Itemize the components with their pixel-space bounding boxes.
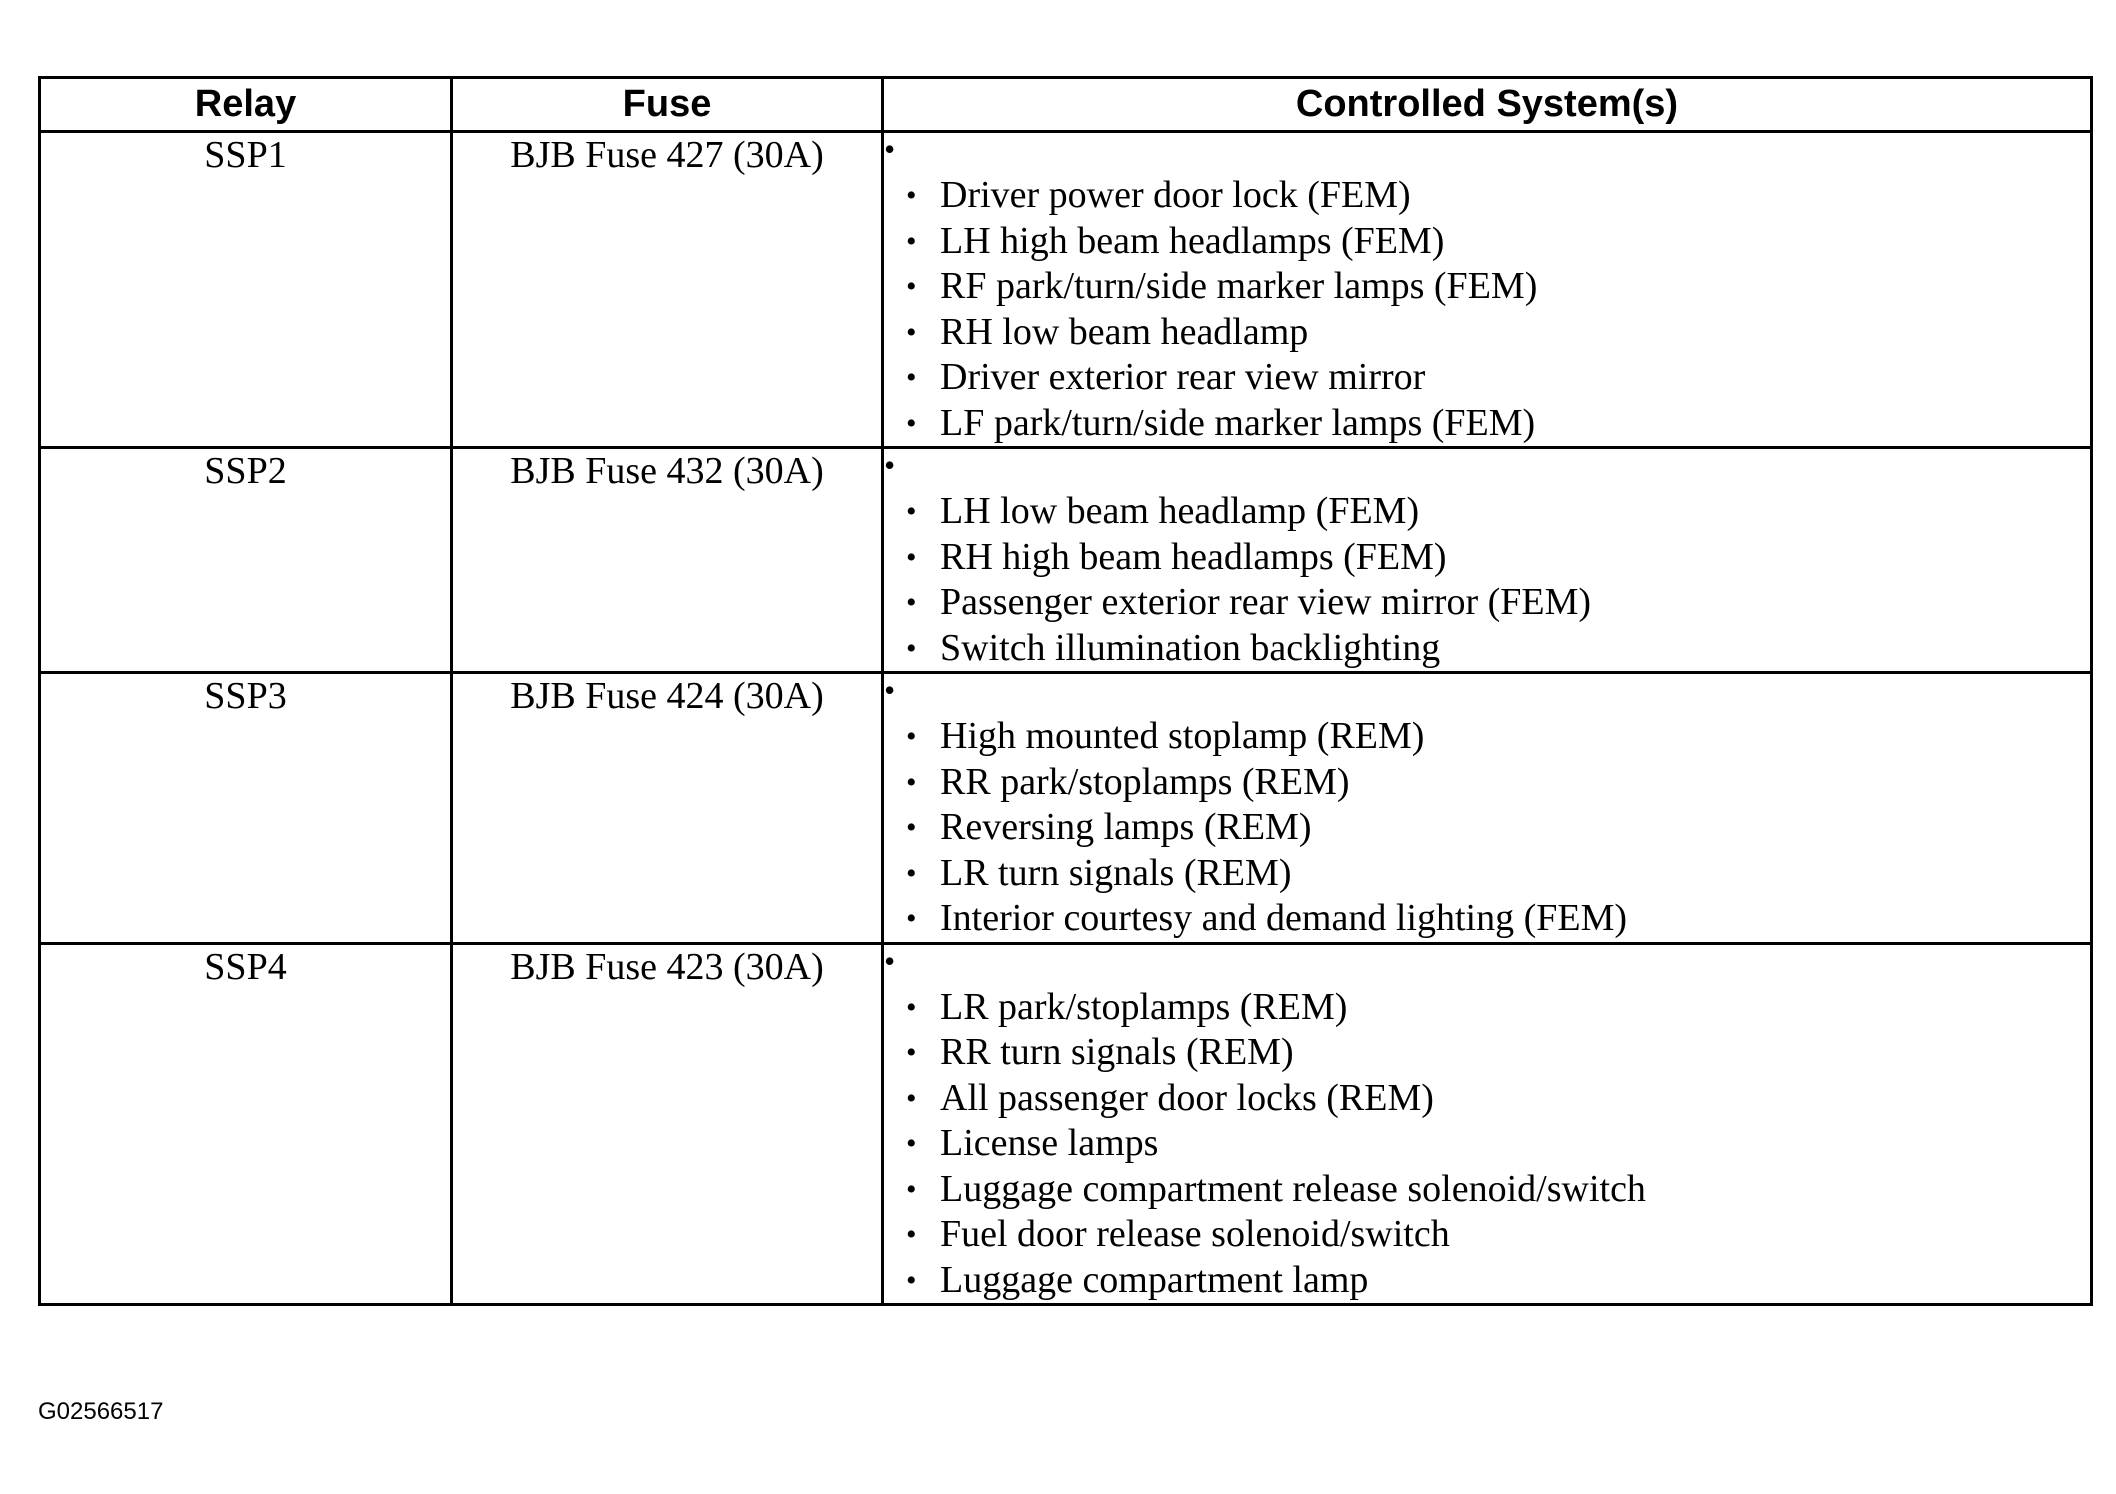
bullet-icon: • bbox=[884, 672, 896, 708]
controlled-systems-list bbox=[884, 714, 2090, 942]
bullet-icon: • bbox=[906, 1036, 917, 1069]
list-item bbox=[906, 401, 2090, 447]
bullet-icon: • bbox=[906, 631, 917, 665]
table-row bbox=[40, 673, 2092, 944]
bullet-icon: • bbox=[906, 1081, 917, 1115]
bullet-icon: • bbox=[906, 1127, 917, 1160]
figure-id: G02566517 bbox=[38, 1398, 164, 1425]
bullet-icon: • bbox=[906, 540, 917, 574]
system-item-text: LH high beam headlamps (FEM) bbox=[940, 219, 1445, 262]
system-item-text: LH low beam headlamp (FEM) bbox=[940, 490, 1420, 532]
list-item bbox=[906, 1076, 2090, 1122]
system-item-text: LF park/turn/side marker lamps (FEM) bbox=[940, 401, 1536, 444]
list-item bbox=[906, 1121, 2090, 1167]
system-item-text: LR park/stoplamps (REM) bbox=[940, 985, 1348, 1028]
relay-cell: SSP2 bbox=[40, 448, 452, 673]
system-item-text: Interior courtesy and demand lighting (FEM) bbox=[940, 897, 1628, 939]
system-item-text: Luggage compartment lamp bbox=[940, 1258, 1369, 1301]
controlled-systems-list bbox=[884, 985, 2090, 1304]
system-item-text: High mounted stoplamp (REM) bbox=[940, 715, 1425, 757]
system-item-text: RH high beam headlamps (FEM) bbox=[940, 535, 1447, 578]
system-item-text: Driver exterior rear view mirror bbox=[940, 356, 1426, 398]
controlled-systems-cell bbox=[883, 673, 2092, 944]
bullet-icon: • bbox=[906, 406, 917, 440]
system-item-text: Luggage compartment release solenoid/switch bbox=[940, 1167, 1646, 1210]
controlled-systems-list bbox=[884, 173, 2090, 446]
bullet-icon: • bbox=[906, 811, 917, 844]
system-item-text: RR turn signals (REM) bbox=[940, 1031, 1294, 1073]
system-item-text: All passenger door locks (REM) bbox=[940, 1076, 1434, 1119]
system-item-text: LR turn signals (REM) bbox=[940, 851, 1292, 894]
system-item-text: RR park/stoplamps (REM) bbox=[940, 760, 1350, 803]
system-item-text: RH low beam headlamp bbox=[940, 310, 1309, 353]
bullet-icon: • bbox=[906, 270, 917, 303]
relay-cell: SSP1 bbox=[40, 132, 452, 448]
bullet-icon: • bbox=[906, 990, 917, 1024]
bullet-icon: • bbox=[906, 1218, 917, 1251]
list-item bbox=[906, 1167, 2090, 1213]
system-item-text: RF park/turn/side marker lamps (FEM) bbox=[940, 265, 1538, 307]
bullet-icon: • bbox=[906, 1172, 917, 1206]
list-item bbox=[906, 355, 2090, 401]
table-header-row bbox=[40, 78, 2092, 132]
relay-cell: SSP4 bbox=[40, 943, 452, 1305]
bullet-icon: • bbox=[906, 179, 917, 212]
fuse-cell: BJB Fuse 432 (30A) bbox=[452, 448, 883, 673]
list-item bbox=[906, 805, 2090, 851]
system-item-text: Passenger exterior rear view mirror (FEM) bbox=[940, 581, 1592, 623]
list-item bbox=[906, 264, 2090, 310]
system-item-text: Reversing lamps (REM) bbox=[940, 806, 1312, 848]
bullet-icon: • bbox=[906, 765, 917, 799]
list-item bbox=[906, 985, 2090, 1031]
list-item bbox=[906, 1212, 2090, 1258]
system-item-text: License lamps bbox=[940, 1122, 1159, 1164]
list-item bbox=[906, 714, 2090, 760]
list-item bbox=[906, 535, 2090, 581]
relay-cell: SSP3 bbox=[40, 673, 452, 944]
list-item bbox=[906, 173, 2090, 219]
table-row bbox=[40, 132, 2092, 448]
list-item bbox=[906, 1030, 2090, 1076]
system-item-text: Fuel door release solenoid/switch bbox=[940, 1213, 1450, 1255]
controlled-systems-cell bbox=[883, 132, 2092, 448]
bullet-icon: • bbox=[906, 495, 917, 528]
bullet-icon: • bbox=[906, 720, 917, 753]
header-relay: Relay bbox=[40, 78, 452, 132]
table-row bbox=[40, 448, 2092, 673]
relay-fuse-table bbox=[38, 76, 2093, 1306]
bullet-icon: • bbox=[906, 361, 917, 394]
bullet-icon: • bbox=[906, 224, 917, 258]
list-item bbox=[906, 310, 2090, 356]
bullet-icon: • bbox=[906, 902, 917, 935]
fuse-cell: BJB Fuse 424 (30A) bbox=[452, 673, 883, 944]
list-item bbox=[906, 489, 2090, 535]
list-item bbox=[906, 580, 2090, 626]
table-row bbox=[40, 943, 2092, 1305]
bullet-icon: • bbox=[884, 447, 896, 483]
bullet-icon: • bbox=[884, 131, 896, 167]
bullet-icon: • bbox=[906, 1263, 917, 1297]
header-controlled-systems: Controlled System(s) bbox=[883, 78, 2092, 132]
list-item bbox=[906, 626, 2090, 672]
fuse-cell: BJB Fuse 427 (30A) bbox=[452, 132, 883, 448]
list-item bbox=[906, 851, 2090, 897]
list-item bbox=[906, 1258, 2090, 1304]
table-body bbox=[40, 132, 2092, 1305]
bullet-icon: • bbox=[906, 856, 917, 890]
controlled-systems-cell bbox=[883, 448, 2092, 673]
controlled-systems-cell bbox=[883, 943, 2092, 1305]
controlled-systems-list bbox=[884, 489, 2090, 671]
list-item bbox=[906, 760, 2090, 806]
fuse-cell: BJB Fuse 423 (30A) bbox=[452, 943, 883, 1305]
system-item-text: Driver power door lock (FEM) bbox=[940, 174, 1411, 216]
bullet-icon: • bbox=[884, 942, 896, 979]
system-item-text: Switch illumination backlighting bbox=[940, 626, 1441, 669]
bullet-icon: • bbox=[906, 315, 917, 349]
header-fuse: Fuse bbox=[452, 78, 883, 132]
list-item bbox=[906, 219, 2090, 265]
list-item bbox=[906, 896, 2090, 942]
bullet-icon: • bbox=[906, 586, 917, 619]
